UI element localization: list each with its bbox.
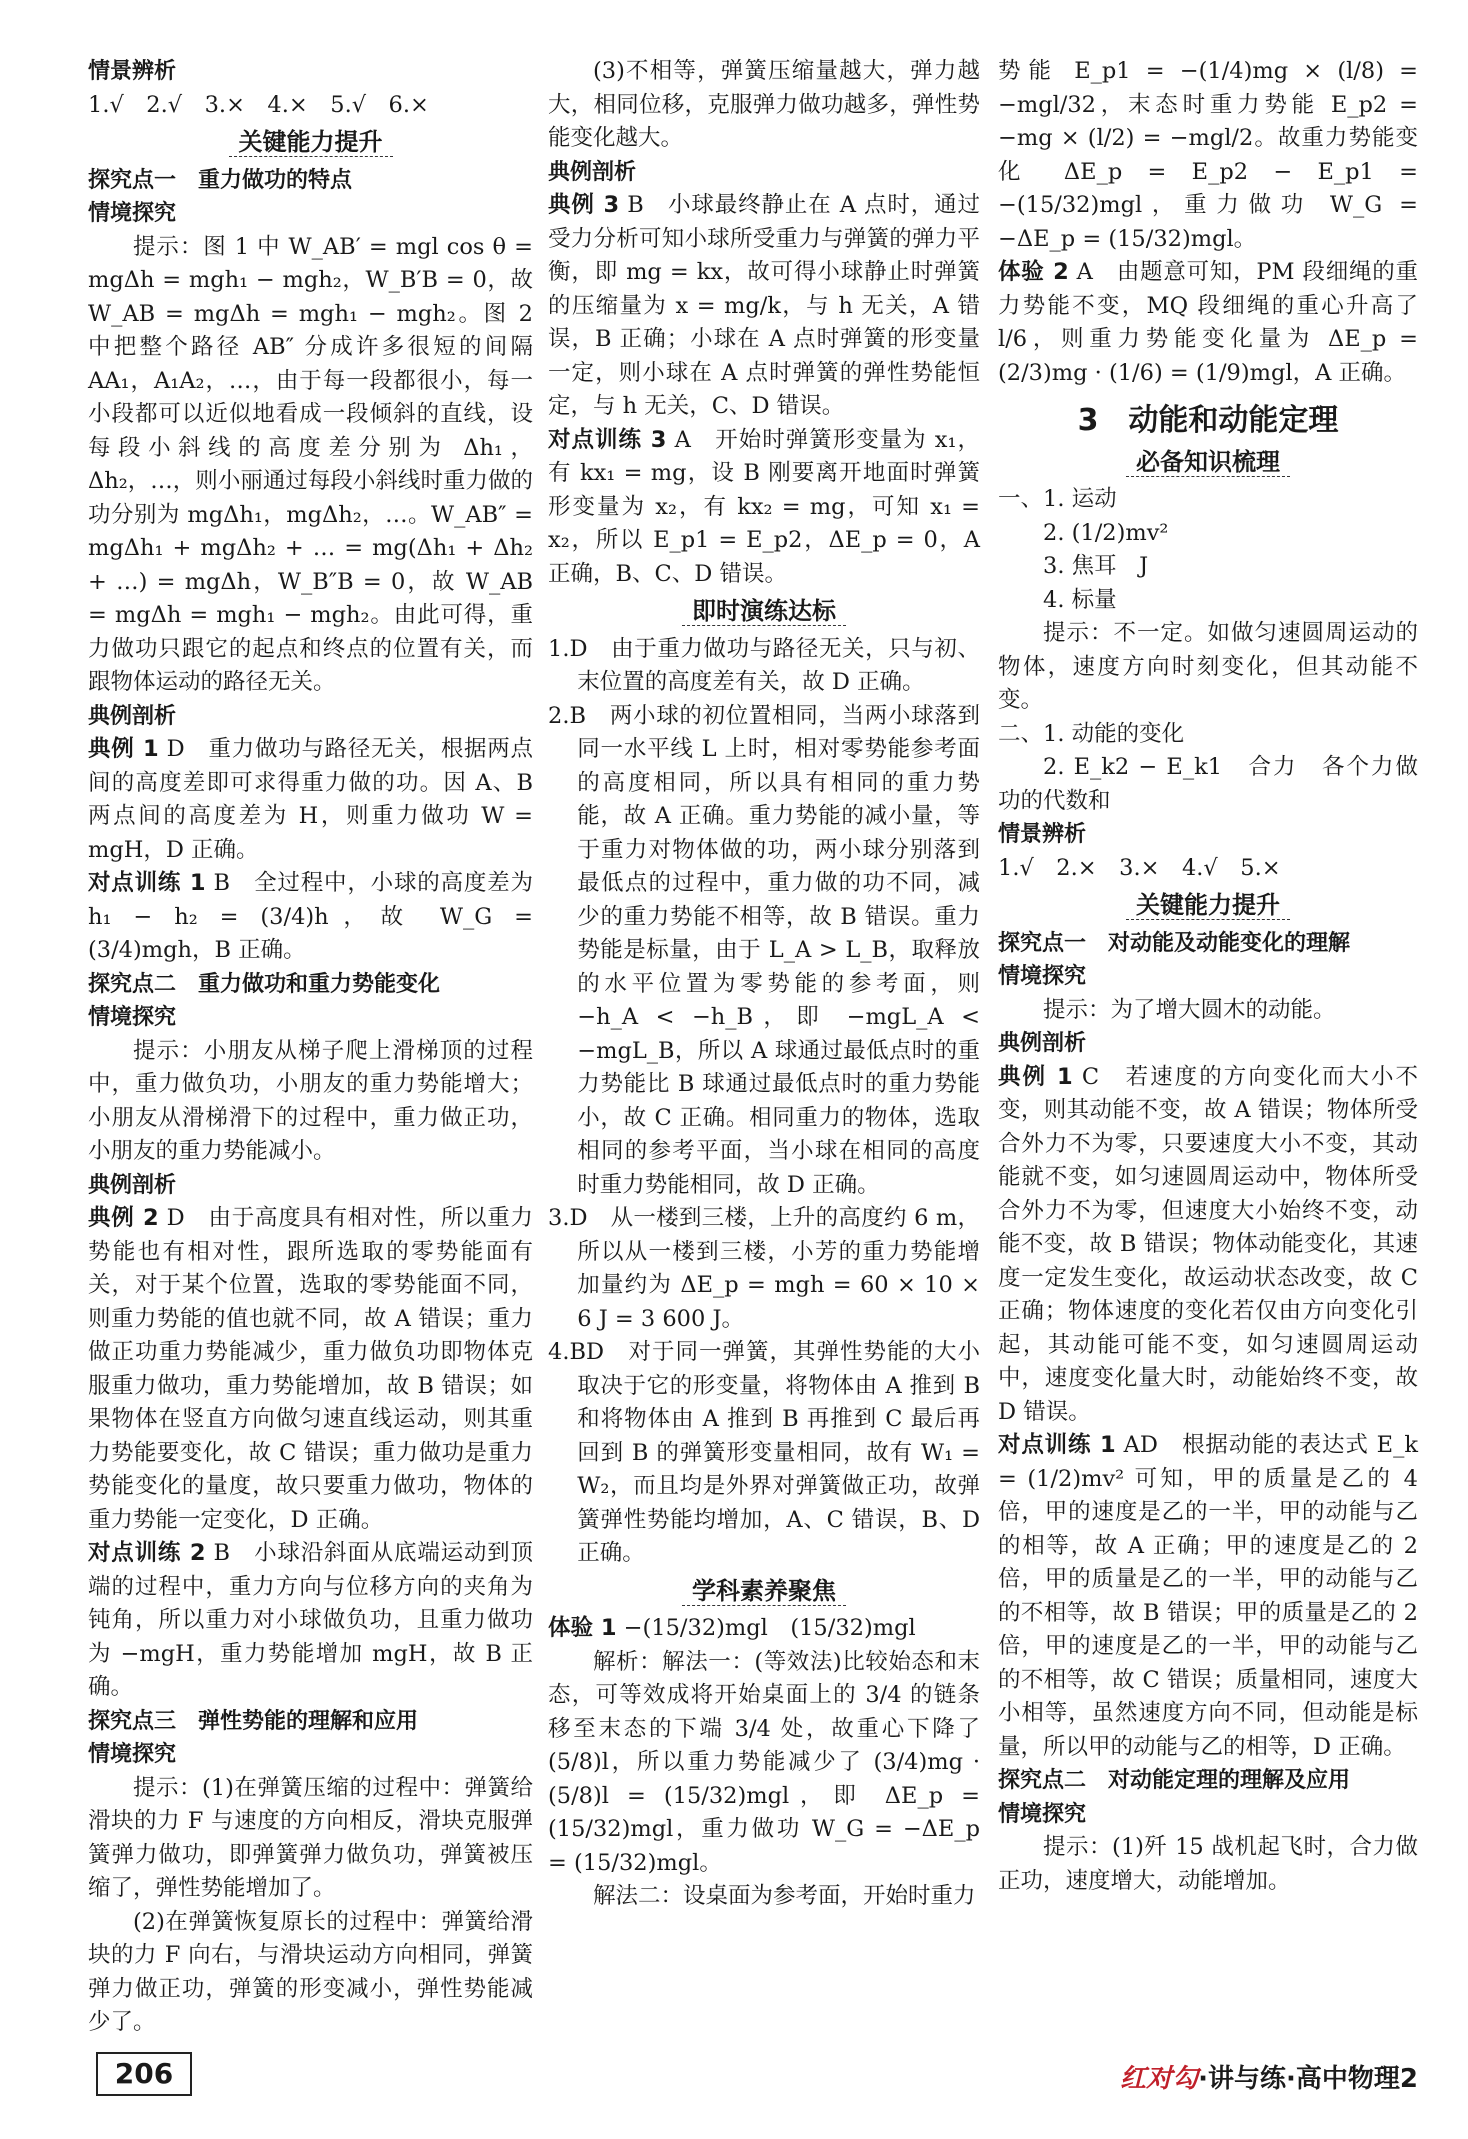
paragraph: 解析：解法一：(等效法)比较始态和末态，可等效成将开始桌面上的 3/4 的链条移至末态的下端 3/4 处，故重心下降了 (5/8)l，所以重力势能减少了 (3/4)mg · (5/8)l = (15/32)mgl，即 ΔE_p = (15/32)mgl，重力做功 W_G = −ΔE_p = (15/32)mgl。 <box>548 1648 980 1876</box>
banner-heading <box>998 446 1418 480</box>
item-label: 对点训练 3 <box>548 426 667 453</box>
section-heading: 情景辨析 <box>998 822 1087 847</box>
paragraph: 1.√ 2.× 3.× 4.√ 5.× <box>998 854 1281 881</box>
banner-heading-text: 即时演练达标 <box>682 597 846 626</box>
page-number: 206 <box>96 2052 192 2096</box>
item-text: B 全过程中，小球的高度差为 h₁ − h₂ = (3/4)h，故 W_G = (3/4)mgh，B 正确。 <box>88 870 533 963</box>
section-heading: 探究点二 对动能定理的理解及应用 <box>998 1768 1351 1793</box>
banner-heading <box>998 889 1418 923</box>
paragraph: 提示：小朋友从梯子爬上滑梯顶的过程中，重力做负功，小朋友的重力势能增大；小朋友从滑梯滑下的过程中，重力做正功，小朋友的重力势能减小。 <box>88 1037 533 1164</box>
labeled-paragraph <box>88 1537 533 1705</box>
item-label: 典例 1 <box>88 736 159 762</box>
item-label: 典例 2 <box>88 1205 159 1231</box>
item-text: D 重力做功与路径无关，根据两点间的高度差即可求得重力做的功。因 A、B 两点间的高度差为 H，则重力做功 W = mgH，D 正确。 <box>88 736 533 863</box>
column-left <box>88 55 533 2040</box>
item-label: 体验 2 <box>998 259 1069 285</box>
labeled-paragraph <box>88 867 533 968</box>
paragraph: 解法二：设桌面为参考面，开始时重力 <box>593 1883 976 1909</box>
labeled-paragraph <box>548 1612 980 1646</box>
item-label: 典例 3 <box>548 192 620 218</box>
labeled-paragraph <box>548 189 980 424</box>
paragraph: 提示：(1)歼 15 战机起飞时，合力做正功，速度增大，动能增加。 <box>998 1834 1418 1894</box>
section-heading: 情景辨析 <box>88 59 177 84</box>
section-heading: 情境探究 <box>998 964 1087 989</box>
item-label: 典例 1 <box>998 1063 1073 1090</box>
chapter-title: 3 动能和动能定理 <box>1077 403 1339 438</box>
item-text: C 若速度的方向变化而大小不变，则其动能不变，故 A 错误；物体所受合外力不为零，只要速度大小不变，其动能就不变，如匀速圆周运动中，物体所受合外力不为零，但速度大小始终不变，动能不变，故 B 错误；物体动能变化，其速度一定发生变化，故运动状态改变，故 C 正确；物体速度的变化若仅由方向变化引起，其动能可能不变，如匀速圆周运动中，速度变化量大时，动能始终不变，故 D 错误。 <box>998 1063 1419 1425</box>
numbered-answer: 2.B 两小球的初位置相同，当两小球落到同一水平线 L 上时，相对零势能参考面的高度相同，所以具有相同的重力势能，故 A 正确。重力势能的减小量，等于重力对物体做的功，两小球分别落到最低点的过程中，重力做的功不同，减少的重力势能不相等，故 B 错误。重力势能是标量，由于 L_A > L_B，取释放的水平位置为零势能的参考面，则 −h_A < −h_B，即 −mgL_A < −mgL_B，所以 A 球通过最低点时的重力势能比 B 球通过最低点时的重力势能小，故 C 正确。相同重力的物体，选取相同的参考平面，当小球在相同的高度时重力势能相同，故 D 正确。 <box>548 702 980 1198</box>
paragraph: (3)不相等，弹簧压缩量越大，弹力越大，相同位移，克服弹力做功越多，弹性势能变化越大。 <box>548 58 980 151</box>
column-right <box>998 55 1418 1898</box>
item-text: D 由于高度具有相对性，所以重力势能也有相对性，跟所选取的零势能面有关，对于某个位置，选取的零势能面不同，则重力势能的值也就不同，故 A 错误；重力做正功重力势能减少，重力做负功即物体克服重力做功，重力势能增加，故 B 错误；如果物体在竖直方向做匀速直线运动，则其重力势能要变化，故 C 错误；重力做功是重力势能变化的量度，故只要重力做功，物体的重力势能一定变化，D 正确。 <box>88 1205 533 1533</box>
paragraph: 二、1. 动能的变化 <box>998 720 1185 747</box>
section-heading: 典例剖析 <box>998 1031 1087 1056</box>
item-label: 对点训练 1 <box>88 870 206 896</box>
section-heading: 典例剖析 <box>548 159 637 185</box>
section-heading: 探究点二 重力做功和重力势能变化 <box>88 971 441 997</box>
section-heading: 探究点一 重力做功的特点 <box>88 167 353 193</box>
paragraph: 2. (1/2)mv² <box>1043 519 1169 546</box>
paragraph: 2. E_k2 − E_k1 合力 各个力做功的代数和 <box>998 754 1418 814</box>
section-heading: 探究点三 弹性势能的理解和应用 <box>88 1708 419 1734</box>
item-label: 对点训练 2 <box>88 1540 206 1566</box>
paragraph: (2)在弹簧恢复原长的过程中：弹簧给滑块的力 F 向右，与滑块运动方向相同，弹簧弹力做正功，弹簧的形变减小，弹性势能减少了。 <box>88 1908 533 2035</box>
banner-heading <box>88 126 533 160</box>
banner-heading-text: 关键能力提升 <box>229 128 393 157</box>
item-text: B 小球沿斜面从底端运动到顶端的过程中，重力方向与位移方向的夹角为钝角，所以重力对小球做负功，且重力做功为 −mgH，重力势能增加 mgH，故 B 正确。 <box>88 1540 533 1700</box>
footer-title: ·讲与练·高中物理2 <box>1198 2064 1418 2094</box>
banner-heading-text: 学科素养聚焦 <box>682 1577 846 1606</box>
footer-publication <box>1120 2058 1418 2095</box>
section-heading: 典例剖析 <box>88 703 177 729</box>
paragraph: 提示：(1)在弹簧压缩的过程中：弹簧给滑块的力 F 与速度的方向相反，滑块克服弹簧弹力做功，即弹簧弹力做负功，弹簧被压缩了，弹性势能增加了。 <box>88 1774 533 1901</box>
section-heading: 情境探究 <box>998 1801 1087 1827</box>
paragraph: 3. 焦耳 J <box>1043 553 1149 579</box>
labeled-paragraph <box>998 256 1418 390</box>
banner-heading <box>548 595 980 629</box>
labeled-paragraph <box>548 424 980 592</box>
labeled-paragraph <box>998 1429 1418 1764</box>
banner-heading-text: 关键能力提升 <box>1126 891 1290 920</box>
labeled-paragraph <box>88 1202 533 1537</box>
numbered-answer: 3.D 从一楼到三楼，上升的高度约 6 m，所以从一楼到三楼，小芳的重力势能增加量约为 ΔE_p = mgh = 60 × 10 × 6 J = 3 600 J。 <box>548 1205 980 1332</box>
footer-brand: 红对勾 <box>1120 2064 1199 2094</box>
section-heading: 情境探究 <box>88 1005 177 1030</box>
paragraph: 势能 E_p1 = −(1/4)mg × (l/8) = −mgl/32，末态时重力势能 E_p2 = −mg × (l/2) = −mgl/2。故重力势能变化 ΔE_p = E_p2 − E_p1 = −(15/32)mgl，重力做功 W_G = −ΔE_p = (15/32)mgl。 <box>998 58 1418 252</box>
section-heading: 典例剖析 <box>88 1172 177 1198</box>
item-label: 对点训练 1 <box>998 1432 1116 1458</box>
column-middle <box>548 55 980 1914</box>
item-label: 体验 1 <box>548 1615 617 1641</box>
numbered-answer: 1.D 由于重力做功与路径无关，只与初、末位置的高度差有关，故 D 正确。 <box>548 635 980 695</box>
item-text: A 开始时弹簧形变量为 x₁，有 kx₁ = mg，设 B 刚要离开地面时弹簧形变量为 x₂，有 kx₂ = mg，可知 x₁ = x₂，所以 E_p1 = E_p2，ΔE_p = 0，A 正确，B、C、D 错误。 <box>548 426 980 587</box>
paragraph: 提示：不一定。如做匀速圆周运动的物体，速度方向时刻变化，但其动能不变。 <box>998 620 1418 713</box>
item-text: AD 根据动能的表达式 E_k = (1/2)mv² 可知，甲的质量是乙的 4 倍，甲的速度是乙的一半，甲的动能与乙的相等，故 A 正确；甲的速度是乙的 2 倍，甲的质量是乙的一半，甲的动能与乙的不相等，故 B 错误；甲的质量是乙的 2 倍，甲的速度是乙的一半，甲的动能与乙的不相等，故 C 错误；质量相同，速度大小相等，虽然速度方向不同，但动能是标量，所以甲的动能与乙的相等，D 正确。 <box>998 1432 1418 1760</box>
section-heading: 探究点一 对动能及动能变化的理解 <box>998 930 1351 956</box>
paragraph: 4. 标量 <box>1043 586 1117 613</box>
section-heading: 情境探究 <box>88 1742 177 1767</box>
section-heading: 情境探究 <box>88 201 177 226</box>
labeled-paragraph <box>88 733 533 867</box>
paragraph: 一、1. 运动 <box>998 486 1117 512</box>
item-text: B 小球最终静止在 A 点时，通过受力分析可知小球所受重力与弹簧的弹力平衡，即 mg = kx，故可得小球静止时弹簧的压缩量为 x = mg/k，与 h 无关，A 错误，B 正确；小球在 A 点时弹簧的形变量一定，则小球在 A 点时弹簧的弹性势能恒定，与 h 无关，C、D 错误。 <box>548 192 980 419</box>
item-text: −(15/32)mgl (15/32)mgl <box>623 1615 916 1641</box>
labeled-paragraph <box>998 1061 1418 1430</box>
banner-heading <box>548 1575 980 1609</box>
numbered-answer: 4.BD 对于同一弹簧，其弹性势能的大小取决于它的形变量，将物体由 A 推到 B 和将物体由 A 推到 B 再推到 C 最后再回到 B 的弹簧形变量相同，故有 W₁ = W₂，而且均是外界对弹簧做正功，故弹簧弹性势能均增加，A、C 错误，B、D 正确。 <box>548 1339 980 1566</box>
paragraph: 提示：图 1 中 W_AB′ = mgl cos θ = mgΔh = mgh₁ − mgh₂，W_B′B = 0，故 W_AB = mgΔh = mgh₁ − mgh₂。图 2 中把整个路径 AB″ 分成许多很短的间隔 AA₁，A₁A₂，…，由于每一段都很小，每一小段都可以近似地看成一段倾斜的直线，设每段小斜线的高度差分别为 Δh₁，Δh₂，…，则小丽通过每段小斜线时重力做的功分别为 mgΔh₁，mgΔh₂，…。W_AB″ = mgΔh₁ + mgΔh₂ + … = mg(Δh₁ + Δh₂ + …) = mgΔh，W_B″B = 0，故 W_AB = mgΔh = mgh₁ − mgh₂。由此可得，重力做功只跟它的起点和终点的位置有关，而跟物体运动的路径无关。 <box>88 233 533 695</box>
paragraph: 提示：为了增大圆木的动能。 <box>1043 996 1336 1023</box>
paragraph: 1.√ 2.√ 3.× 4.× 5.√ 6.× <box>88 91 429 118</box>
banner-heading-text: 必备知识梳理 <box>1126 448 1290 477</box>
item-text: A 由题意可知，PM 段细绳的重力势能不变，MQ 段细绳的重心升高了 l/6，则重力势能变化量为 ΔE_p = (2/3)mg · (1/6) = (1/9)mgl，A 正确。 <box>998 259 1418 386</box>
